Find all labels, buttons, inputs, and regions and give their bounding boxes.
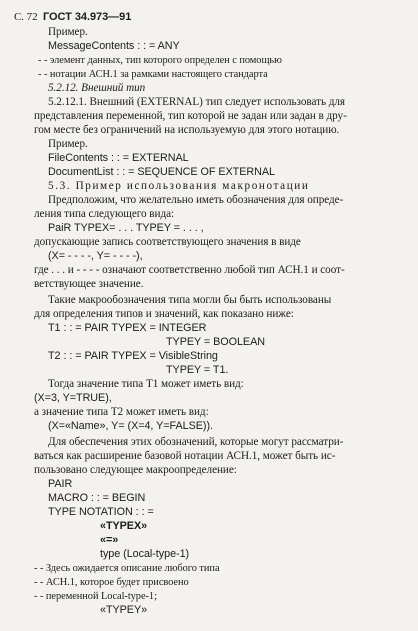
body-line: Для обеспечения этих обозначений, которые могут рассматри- <box>48 436 344 448</box>
comment-line: - - Здесь ожидается описание любого типа <box>34 563 220 574</box>
code-line: type (Local-type-1) <box>100 548 190 560</box>
code-line: (X= - - - -, Y= - - - -), <box>48 250 143 262</box>
code-line: PAIR <box>48 478 73 490</box>
code-line: «=» <box>100 534 119 546</box>
body-line: допускающие запись соответствующего значения в виде <box>34 236 301 248</box>
example-label: Пример. <box>48 26 88 38</box>
body-line: представления переменной, тип которой не задан или задан в дру- <box>34 110 347 122</box>
code-line: TYPEY = T1. <box>166 364 229 376</box>
body-line: пользовано следующее макроопределение: <box>34 464 237 476</box>
body-line: Такие макрообозначения типа могли бы быть использованы <box>48 294 332 306</box>
comment-line: - - АСН.1, которое будет присвоено <box>34 577 189 588</box>
comment-line: - - элемент данных, тип которого определен с помощью <box>38 55 282 66</box>
code-line: MACRO : : = BEGIN <box>48 492 146 504</box>
code-line: T1 : : = PAIR TYPEX = INTEGER <box>48 322 207 334</box>
body-line: гом месте без ограничений на используемую для этого нотацию. <box>34 124 340 136</box>
code-line: PaiR TYPEX= . . . TYPEY = . . . , <box>48 222 204 234</box>
body-line: Предположим, что желательно иметь обозначения для опреде- <box>48 194 344 206</box>
code-line: TYPEY = BOOLEAN <box>166 336 265 348</box>
code-line: TYPE NOTATION : : = <box>48 506 154 518</box>
code-line: FileContents : : = EXTERNAL <box>48 152 189 164</box>
code-line: «TYPEY» <box>100 604 148 616</box>
example-label: Пример. <box>48 138 88 150</box>
comment-line: - - нотации АСН.1 за рамками настоящего стандарта <box>38 69 268 80</box>
section-heading: 5.2.12. Внешний тип <box>48 82 146 94</box>
page-header <box>14 11 131 24</box>
code-line: T2 : : = PAIR TYPEX = VisibleString <box>48 350 218 362</box>
standard-title: ГОСТ 34.973—91 <box>43 11 132 23</box>
section-heading: 5.3. Пример использования макронотации <box>48 180 310 192</box>
body-line: 5.2.12.1. Внешний (EXTERNAL) тип следует использовать для <box>48 96 346 108</box>
comment-line: - - переменной Local-type-1; <box>34 591 157 602</box>
body-line: где . . . и - - - - означают соответственно любой тип АСН.1 и соот- <box>34 264 345 276</box>
body-line: Тогда значение типа T1 может иметь вид: <box>48 378 244 390</box>
code-line: (X=3, Y=TRUE), <box>34 392 112 404</box>
code-line: (X=«Name», Y= (X=4, Y=FALSE)). <box>48 420 213 432</box>
code-line: MessageContents : : = ANY <box>48 40 180 52</box>
page-number: С. 72 <box>14 11 38 23</box>
code-line: DocumentList : : = SEQUENCE OF EXTERNAL <box>48 166 275 178</box>
body-line: ления типа следующего вида: <box>34 208 175 220</box>
body-line: а значение типа T2 может иметь вид: <box>34 406 209 418</box>
code-line: «TYPEX» <box>100 520 148 532</box>
body-line: для определения типов и значений, как показано ниже: <box>34 308 294 320</box>
body-line: ваться как расширение базовой нотации АСН.1, может быть ис- <box>34 450 336 462</box>
body-line: ветствующее значение. <box>34 278 144 290</box>
